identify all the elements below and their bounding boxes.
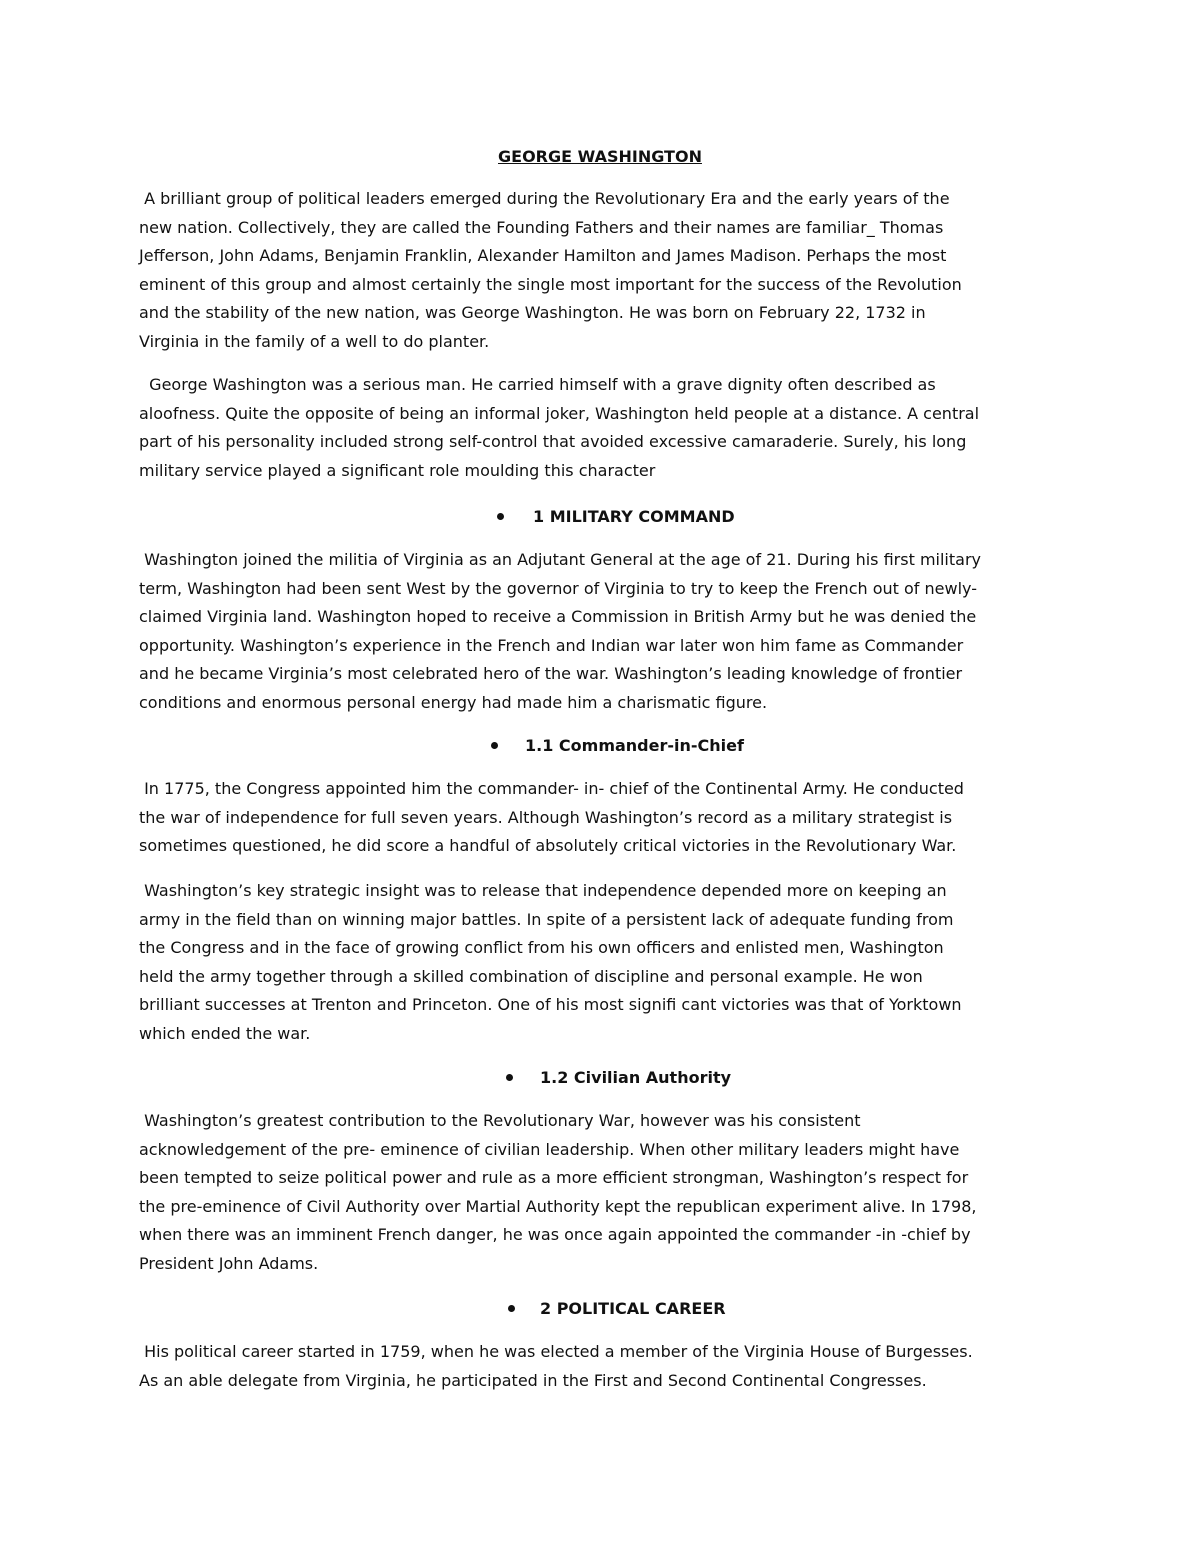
text-line: the pre-eminence of Civil Authority over Martial Authority kept the republican experiment alive. In 1798,: [139, 1196, 977, 1216]
text-line: Washington’s key strategic insight was to release that independence depended more on keeping an: [139, 881, 947, 900]
text-line: acknowledgement of the pre- eminence of civilian leadership. When other military leaders might have: [139, 1139, 960, 1159]
commander-in-chief-paragraph-1: [139, 775, 1059, 861]
text-line: Washington’s greatest contribution to the Revolutionary War, however was his consistent: [139, 1111, 861, 1130]
text-line: conditions and enormous personal energy had made him a charismatic figure.: [139, 692, 768, 712]
text-line: when there was an imminent French danger, he was once again appointed the commander -in -chief by: [139, 1225, 971, 1245]
political-career-paragraph: [139, 1338, 1059, 1395]
text-line: His political career started in 1759, when he was elected a member of the Virginia House of Burgesses.: [139, 1342, 973, 1361]
intro-paragraph-2: [139, 371, 1059, 485]
text-line: held the army together through a skilled combination of discipline and personal example. He won: [139, 966, 923, 986]
text-line: A brilliant group of political leaders emerged during the Revolutionary Era and the early years of the: [139, 189, 950, 208]
bullet-icon: [508, 1305, 515, 1312]
section-heading-text: 2 POLITICAL CAREER: [540, 1299, 726, 1318]
bullet-icon: [491, 742, 498, 749]
intro-paragraph-1: [139, 185, 1059, 357]
section-heading-commander-in-chief: [0, 734, 1200, 758]
text-line: aloofness. Quite the opposite of being an informal joker, Washington held people at a distance. A central: [139, 403, 980, 423]
section-heading-text: 1.2 Civilian Authority: [540, 1068, 732, 1087]
section-heading-military-command: [0, 505, 1200, 529]
text-line: Jefferson, John Adams, Benjamin Franklin, Alexander Hamilton and James Madison. Perhaps the most: [139, 246, 947, 266]
military-command-paragraph: [139, 546, 1059, 718]
text-line: part of his personality included strong self-control that avoided excessive camaraderie. Surely, his long: [139, 432, 967, 452]
text-line: the Congress and in the face of growing conflict from his own officers and enlisted men, Washington: [139, 938, 944, 958]
text-line: opportunity. Washington’s experience in the French and Indian war later won him fame as Commander: [139, 635, 964, 655]
text-line: sometimes questioned, he did score a handful of absolutely critical victories in the Revolutionary War.: [139, 836, 957, 856]
text-line: military service played a significant role moulding this character: [139, 460, 656, 480]
text-line: eminent of this group and almost certainly the single most important for the success of the Revolution: [139, 274, 962, 294]
text-line: claimed Virginia land. Washington hoped to receive a Commission in British Army but he was denied the: [139, 607, 977, 627]
text-line: army in the field than on winning major battles. In spite of a persistent lack of adequate funding from: [139, 909, 954, 929]
text-line: President John Adams.: [139, 1253, 319, 1273]
bullet-icon: [497, 513, 504, 520]
section-heading-text: 1.1 Commander-in-Chief: [525, 736, 744, 755]
text-line: and the stability of the new nation, was George Washington. He was born on February 22, 1732 in: [139, 303, 926, 323]
text-line: term, Washington had been sent West by the governor of Virginia to try to keep the French out of newly-: [139, 578, 977, 598]
civilian-authority-paragraph: [139, 1107, 1059, 1279]
text-line: brilliant successes at Trenton and Princeton. One of his most signifi cant victories was that of Yorktown: [139, 995, 962, 1015]
text-line: and he became Virginia’s most celebrated hero of the war. Washington’s leading knowledge of frontier: [139, 664, 963, 684]
text-line: been tempted to seize political power and rule as a more efficient strongman, Washington’s respect for: [139, 1168, 969, 1188]
text-line: As an able delegate from Virginia, he participated in the First and Second Continental Congresses.: [139, 1370, 927, 1390]
document-title: GEORGE WASHINGTON: [498, 147, 702, 166]
bullet-icon: [506, 1074, 513, 1081]
text-line: Washington joined the militia of Virginia as an Adjutant General at the age of 21. During his first military: [139, 550, 981, 569]
text-line: which ended the war.: [139, 1023, 311, 1043]
section-heading-political-career: [0, 1297, 1200, 1321]
text-line: the war of independence for full seven years. Although Washington’s record as a military strategist is: [139, 807, 953, 827]
text-line: In 1775, the Congress appointed him the commander- in- chief of the Continental Army. He conducted: [139, 779, 964, 798]
text-line: Virginia in the family of a well to do planter.: [139, 331, 490, 351]
text-line: new nation. Collectively, they are called the Founding Fathers and their names are familiar_ Thomas: [139, 217, 944, 237]
text-line: George Washington was a serious man. He carried himself with a grave dignity often described as: [139, 375, 936, 394]
section-heading-civilian-authority: [0, 1066, 1200, 1090]
commander-in-chief-paragraph-2: [139, 877, 1059, 1049]
section-heading-text: 1 MILITARY COMMAND: [533, 507, 735, 526]
